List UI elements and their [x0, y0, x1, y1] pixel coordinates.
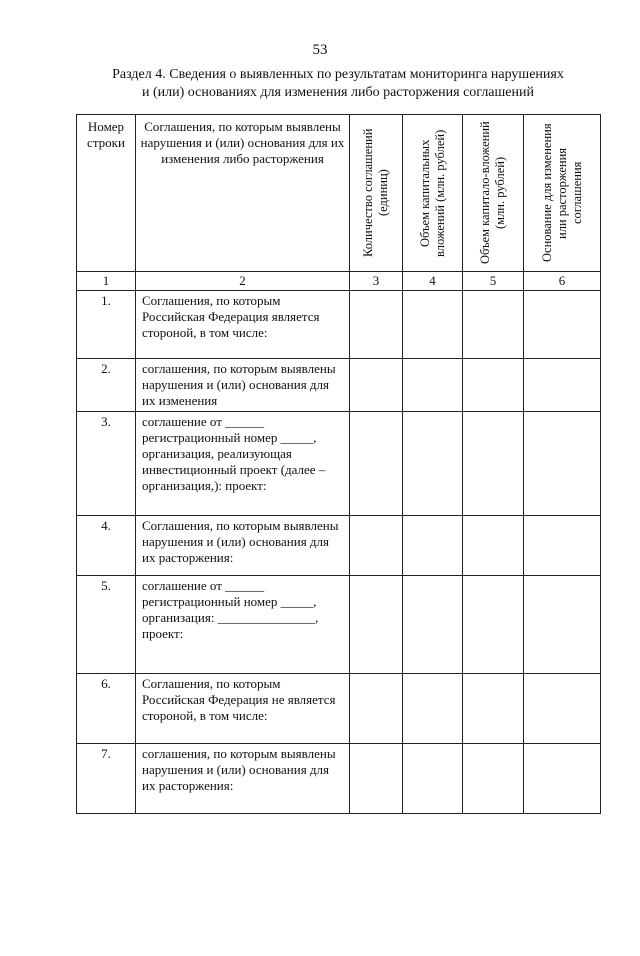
- cell-count: [350, 576, 403, 674]
- cell-grounds: [524, 291, 601, 359]
- row-description: соглашение от ______ регистрационный номер _____, организация: _______________, проект:: [136, 576, 350, 674]
- header-capital-investment-label: Объем капитальных вложений (млн. рублей): [417, 129, 447, 257]
- cell-capital: [403, 576, 463, 674]
- column-number: 2: [136, 272, 350, 291]
- table-row: [77, 576, 601, 674]
- row-description: Соглашения, по которым Российская Федерация не является стороной, в том числе:: [136, 674, 350, 744]
- cell-capital: [403, 744, 463, 814]
- cell-count: [350, 291, 403, 359]
- column-number: 3: [350, 272, 403, 291]
- cell-capital-2: [463, 516, 524, 576]
- cell-capital: [403, 674, 463, 744]
- column-number-row: [77, 272, 601, 291]
- table-row: [77, 516, 601, 576]
- row-description: соглашения, по которым выявлены нарушения и (или) основания для их изменения: [136, 359, 350, 412]
- cell-count: [350, 674, 403, 744]
- cell-capital: [403, 412, 463, 516]
- cell-count: [350, 744, 403, 814]
- header-row-number: Номер строки: [77, 115, 136, 272]
- row-number: 5.: [77, 576, 136, 674]
- table-row: [77, 744, 601, 814]
- column-number: 6: [524, 272, 601, 291]
- cell-capital-2: [463, 674, 524, 744]
- cell-grounds: [524, 412, 601, 516]
- header-count: [350, 115, 403, 272]
- row-description: Соглашения, по которым Российская Федерация является стороной, в том числе:: [136, 291, 350, 359]
- section-heading: [78, 66, 598, 102]
- row-description: соглашение от ______ регистрационный номер _____, организация, реализующая инвестиционный проект (далее – организация,): проект:: [136, 412, 350, 516]
- row-number: 3.: [77, 412, 136, 516]
- column-number: 4: [403, 272, 463, 291]
- table-row: [77, 412, 601, 516]
- column-number: 5: [463, 272, 524, 291]
- cell-capital-2: [463, 359, 524, 412]
- row-description: соглашения, по которым выявлены нарушения и (или) основания для их расторжения:: [136, 744, 350, 814]
- row-number: 4.: [77, 516, 136, 576]
- row-description: Соглашения, по которым выявлены нарушения и (или) основания для их расторжения:: [136, 516, 350, 576]
- cell-capital: [403, 359, 463, 412]
- heading-line-2: и (или) основаниях для изменения либо расторжения соглашений: [142, 85, 534, 100]
- header-capital-investment: [403, 115, 463, 272]
- row-number: 6.: [77, 674, 136, 744]
- cell-capital-2: [463, 412, 524, 516]
- cell-grounds: [524, 576, 601, 674]
- table-row: [77, 674, 601, 744]
- cell-count: [350, 359, 403, 412]
- cell-capital-2: [463, 576, 524, 674]
- cell-grounds: [524, 516, 601, 576]
- table-header-row: [77, 115, 601, 272]
- page-number: 53: [312, 42, 328, 58]
- header-count-label: Количество соглашений (единиц): [361, 128, 390, 258]
- cell-count: [350, 516, 403, 576]
- monitoring-table: [76, 114, 601, 814]
- cell-grounds: [524, 744, 601, 814]
- header-grounds: [524, 115, 601, 272]
- heading-line-1: Раздел 4. Сведения о выявленных по результатам мониторинга нарушениях: [112, 67, 564, 82]
- cell-capital: [403, 516, 463, 576]
- table-row: [77, 291, 601, 359]
- cell-grounds: [524, 359, 601, 412]
- header-grounds-label: Основание для изменения или расторжения соглашения: [539, 123, 584, 263]
- column-number: 1: [77, 272, 136, 291]
- row-number: 1.: [77, 291, 136, 359]
- header-capital-investment-2: [463, 115, 524, 272]
- cell-count: [350, 412, 403, 516]
- row-number: 2.: [77, 359, 136, 412]
- cell-capital: [403, 291, 463, 359]
- header-capital-investment-2-label: Объем капитало-вложений (млн. рублей): [478, 121, 507, 265]
- cell-grounds: [524, 674, 601, 744]
- cell-capital-2: [463, 744, 524, 814]
- header-agreements: Соглашения, по которым выявлены нарушения и (или) основания для их изменения либо расторжения: [136, 115, 350, 272]
- table-row: [77, 359, 601, 412]
- row-number: 7.: [77, 744, 136, 814]
- cell-capital-2: [463, 291, 524, 359]
